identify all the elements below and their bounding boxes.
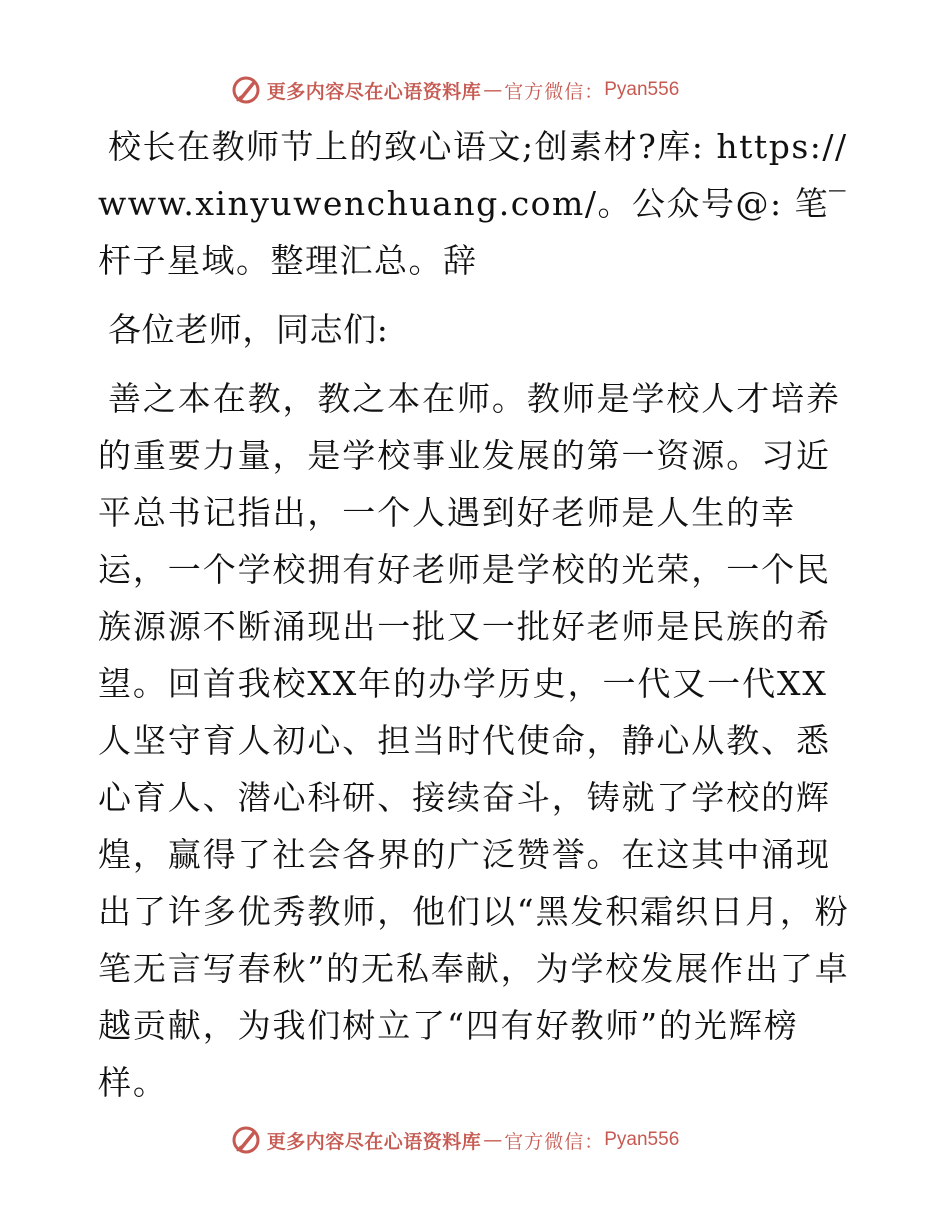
body-paragraph: 善之本在教，教之本在师。教师是学校人才培养的重要力量，是学校事业发展的第一资源。习近平总书记指出，一个人遇到好老师是人生的幸运，一个学校拥有好老师是学校的光荣，一个民族源源不断涌现出一批又一批好老师是民族的希望。回首我校XX年的办学历史，一代又一代XX人坚守育人初心、担当时代使命，静心从教、悉心育人、潜心科研、接续奋斗，铸就了学校的辉煌，赢得了社会各界的广泛赞誉。在这其中涌现出了许多优秀教师，他们以“黑发积霜织日月，粉笔无言写春秋”的无私奉献，为学校发展作出了卓越贡献，为我们树立了“四有好教师”的光辉榜样。 (98, 379, 850, 1102)
quill-logo-icon (231, 75, 261, 105)
banner-wechat-id: Pyan556 (604, 79, 680, 100)
banner-wechat-label: 官方微信： (504, 1130, 605, 1153)
banner-slogan: 更多内容尽在心语资料库 (266, 1130, 482, 1153)
banner-slogan: 更多内容尽在心语资料库 (266, 80, 482, 103)
document-title: 校长在教师节上的致心语文;创素材?库: https://www.xinyuwenchuang.com/。公众号@: 笔‾杆子星域。整理汇总。辞 (98, 127, 848, 280)
footer-banner (0, 1120, 950, 1160)
banner-wechat-label: 官方微信： (504, 80, 605, 103)
quill-logo-icon (231, 1125, 261, 1155)
document-body (98, 118, 858, 1111)
banner-dash: — (483, 1129, 503, 1151)
greeting: 各位老师，同志们: (108, 310, 389, 349)
banner-wechat-id: Pyan556 (604, 1129, 680, 1150)
header-banner (0, 70, 950, 110)
banner-dash: — (483, 79, 503, 101)
